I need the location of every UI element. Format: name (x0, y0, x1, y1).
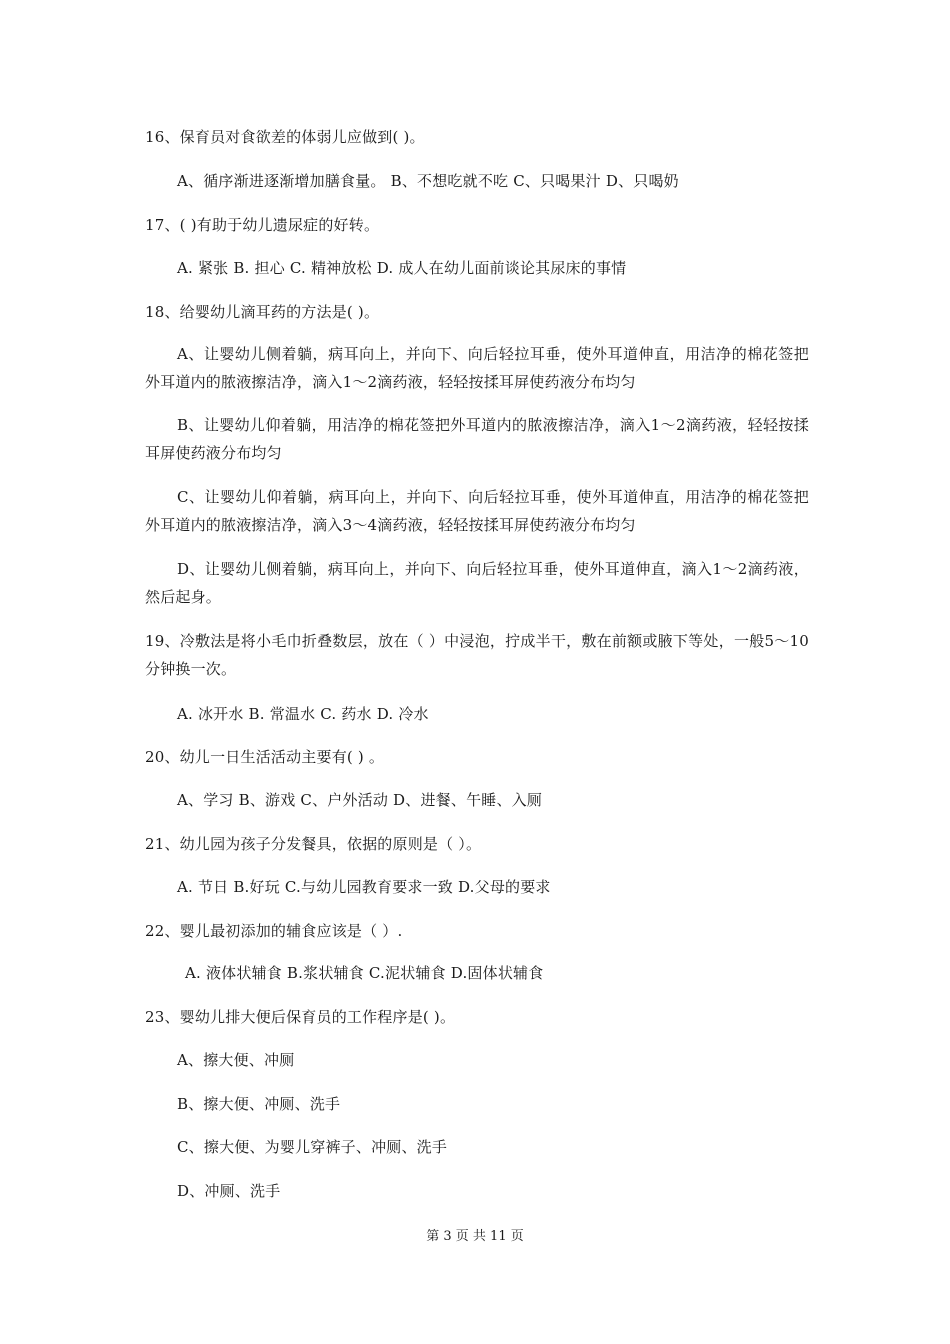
question-18-stem: 18、给婴幼儿滴耳药的方法是( )。 (145, 303, 380, 321)
question-21-options: A. 节日 B.好玩 C.与幼儿园教育要求一致 D.父母的要求 (177, 878, 551, 896)
question-20-options: A、学习 B、游戏 C、户外活动 D、进餐、午睡、入厕 (177, 791, 543, 809)
question-18-option-b (145, 411, 809, 467)
question-23-stem: 23、婴幼儿排大便后保育员的工作程序是( )。 (145, 1008, 456, 1026)
page-footer: 第 3 页 共 11 页 (426, 1229, 524, 1244)
question-17-stem: 17、( )有助于幼儿遗尿症的好转。 (145, 216, 380, 234)
question-23-option-c: C、擦大便、为婴儿穿裤子、冲厕、洗手 (177, 1138, 448, 1156)
question-20-stem: 20、幼儿一日生活活动主要有( ) 。 (145, 748, 385, 766)
option-text: A、让婴幼儿侧着躺，病耳向上，并向下、向后轻拉耳垂，使外耳道伸直，用洁净的棉花签把外耳道内的脓液擦洁净，滴入1～2滴药液，轻轻按揉耳屏使药液分布均匀 (145, 345, 809, 391)
question-16-options: A、循序渐进逐渐增加膳食量。 B、不想吃就不吃 C、只喝果汁 D、只喝奶 (177, 172, 679, 190)
option-text: D、让婴幼儿侧着躺，病耳向上，并向下、向后轻拉耳垂，使外耳道伸直，滴入1～2滴药液，然后起身。 (145, 560, 809, 606)
option-text: B、让婴幼儿仰着躺，用洁净的棉花签把外耳道内的脓液擦洁净，滴入1～2滴药液，轻轻按揉耳屏使药液分布均匀 (145, 416, 809, 462)
question-21-stem: 21、幼儿园为孩子分发餐具，依据的原则是（ ）。 (145, 835, 482, 853)
question-23-option-a: A、擦大便、冲厕 (177, 1051, 295, 1069)
question-18-option-d (145, 555, 809, 611)
question-22-stem: 22、婴儿最初添加的辅食应该是（ ）. (145, 922, 403, 940)
question-23-option-b: B、擦大便、冲厕、洗手 (177, 1095, 341, 1113)
option-text: C、让婴幼儿仰着躺，病耳向上，并向下、向后轻拉耳垂，使外耳道伸直，用洁净的棉花签把外耳道内的脓液擦洁净，滴入3～4滴药液，轻轻按揉耳屏使药液分布均匀 (145, 488, 809, 534)
question-23-option-d: D、冲厕、洗手 (177, 1182, 281, 1200)
question-22-options: A. 液体状辅食 B.浆状辅食 C.泥状辅食 D.固体状辅食 (185, 964, 544, 982)
question-19-stem-text: 19、冷敷法是将小毛巾折叠数层，放在（ ）中浸泡，拧成半干，敷在前额或腋下等处，一般5～10分钟换一次。 (145, 632, 809, 678)
question-19-stem (145, 627, 809, 683)
question-18-option-c (145, 483, 809, 539)
question-18-option-a (145, 340, 809, 396)
question-16-stem: 16、保育员对食欲差的体弱儿应做到( )。 (145, 128, 425, 146)
question-17-options: A. 紧张 B. 担心 C. 精神放松 D. 成人在幼儿面前谈论其尿床的事情 (177, 259, 627, 277)
question-19-options: A. 冰开水 B. 常温水 C. 药水 D. 冷水 (177, 705, 429, 723)
